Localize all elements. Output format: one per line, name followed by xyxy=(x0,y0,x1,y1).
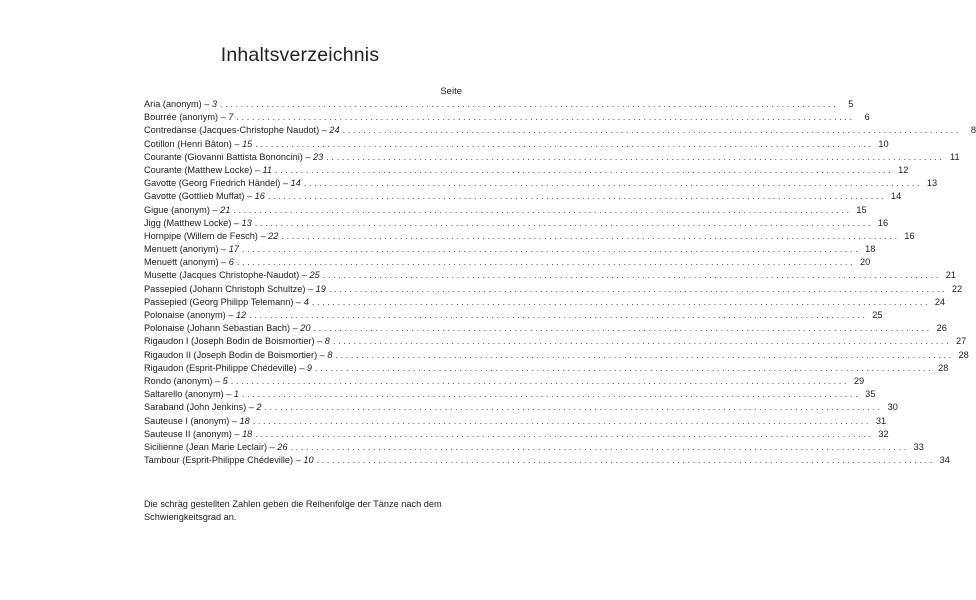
toc-entry-difficulty-number: 26 xyxy=(277,441,288,452)
toc-entry-difficulty-number: 3 xyxy=(211,99,218,109)
toc-entry-separator: – xyxy=(293,455,304,466)
toc-entry-title: Jigg (Matthew Locke) xyxy=(144,217,232,228)
toc-dot-leader: ........................................................................................................................ xyxy=(342,125,961,136)
toc-entry-label xyxy=(144,218,252,228)
toc-entry-difficulty-number: 4 xyxy=(303,296,309,307)
toc-entry-page: 10 xyxy=(878,138,889,149)
toc-entry xyxy=(144,323,947,336)
toc-entry-title: Saraband (John Jenkins) xyxy=(144,402,247,413)
toc-entry xyxy=(144,375,865,389)
toc-dot-leader: ........................................................................................................................ xyxy=(267,191,887,202)
toc-entry xyxy=(144,204,867,218)
toc-entry-title: Rondo (anonym) xyxy=(144,375,213,386)
toc-entry-difficulty-number: 8 xyxy=(324,336,330,347)
toc-entry-page: 24 xyxy=(934,296,946,307)
toc-entry-difficulty-number: 25 xyxy=(309,270,320,281)
toc-dot-leader: ........................................................................................................................ xyxy=(311,296,931,307)
toc-entry-page: 5 xyxy=(848,99,854,109)
toc-entry xyxy=(144,191,902,204)
toc-entry-label xyxy=(144,363,312,373)
toc-entry-title: Courante (Giovanni Battista Bononcini) xyxy=(144,151,303,162)
toc-entry-difficulty-number: 18 xyxy=(239,415,250,426)
toc-entry-separator: – xyxy=(218,257,229,268)
toc-entry-separator: – xyxy=(223,389,234,400)
toc-dot-leader: ........................................................................................................................ xyxy=(281,230,900,241)
toc-entry-label xyxy=(144,244,239,254)
toc-entry-label xyxy=(144,139,252,149)
toc-dot-leader: ........................................................................................................................ xyxy=(303,178,923,189)
toc-entry xyxy=(144,112,870,125)
toc-entry-separator: – xyxy=(218,244,229,255)
toc-dot-leader: ........................................................................................................................ xyxy=(264,402,883,413)
toc-entry-page: 28 xyxy=(938,362,949,373)
toc-entry-separator: – xyxy=(293,296,304,307)
toc-entry-label xyxy=(144,257,234,267)
toc-entry-title: Polonaise (Johann Sebastian Bach) xyxy=(144,323,291,334)
toc-entry xyxy=(144,217,889,231)
toc-entry-difficulty-number: 18 xyxy=(242,428,253,439)
toc-entry-difficulty-number: 5 xyxy=(222,375,228,386)
toc-entry-title: Sauteuse I (anonym) xyxy=(144,415,230,426)
toc-dot-leader: ........................................................................................................................ xyxy=(236,257,856,268)
toc-entry xyxy=(144,296,946,310)
toc-entry-label xyxy=(144,376,228,386)
toc-entry xyxy=(144,138,889,152)
toc-dot-leader: ........................................................................................................................ xyxy=(322,270,942,281)
toc-entry-title: Courante (Matthew Locke) xyxy=(144,164,253,175)
toc-entry-title: Hornpipe (Willem de Fesch) xyxy=(144,230,258,241)
toc-entry-difficulty-number: 20 xyxy=(300,323,311,334)
toc-entry xyxy=(144,257,871,270)
toc-entry-separator: – xyxy=(246,402,257,413)
toc-entry-difficulty-number: 2 xyxy=(256,402,262,413)
toc-entry-page: 25 xyxy=(872,310,883,320)
toc-entry-page: 16 xyxy=(877,217,889,228)
toc-dot-leader: ........................................................................................................................ xyxy=(315,362,934,373)
toc-dot-leader: ........................................................................................................................ xyxy=(328,283,948,294)
toc-dot-leader: ........................................................................................................................ xyxy=(249,310,868,320)
toc-entry xyxy=(144,270,957,283)
footnote: Die schräg gestellten Zahlen geben die Reihenfolge der Tänze nach dem Schwierigkeitsgrad an. xyxy=(144,499,442,522)
toc-entry-title: Sicilienne (Jean Marie Leclair) xyxy=(144,441,268,452)
toc-entry-page: 27 xyxy=(956,336,967,347)
toc-entry-page: 28 xyxy=(958,349,969,360)
toc-entry-title: Cotillon (Henri Bâton) xyxy=(144,138,232,149)
toc-entry-page: 16 xyxy=(904,230,915,241)
toc-entry-label xyxy=(144,178,301,188)
toc-entry-title: Rigaudon (Esprit-Philippe Chédeville) xyxy=(144,362,297,373)
toc-entry-page: 35 xyxy=(865,389,876,400)
toc-entry xyxy=(144,244,876,257)
toc-entry-label xyxy=(144,310,246,320)
toc-entry-separator: – xyxy=(209,204,221,215)
toc-entry xyxy=(144,455,950,468)
toc-entry xyxy=(144,349,969,363)
toc-entry-separator: – xyxy=(225,310,236,320)
toc-entry-title: Gavotte (Gottlieb Muffat) xyxy=(144,191,245,202)
toc-entry-separator: – xyxy=(231,138,243,149)
toc-entry-title: Contredanse (Jacques-Christophe Naudot) xyxy=(144,125,320,136)
toc-entry-difficulty-number: 9 xyxy=(306,362,313,373)
toc-entry-page: 14 xyxy=(890,191,902,202)
toc-entry-title: Passepied (Johann Christoph Schultze) xyxy=(144,283,306,294)
toc-entry-label xyxy=(144,323,311,333)
toc-entry-separator: – xyxy=(229,415,240,426)
toc-list xyxy=(144,99,976,468)
toc-entry xyxy=(144,402,898,415)
toc-entry xyxy=(144,336,967,349)
toc-dot-leader: ........................................................................................................................ xyxy=(332,336,952,347)
toc-entry-page: 18 xyxy=(865,244,876,255)
toc-entry-title: Polonaise (anonym) xyxy=(144,310,226,320)
toc-entry-difficulty-number: 23 xyxy=(313,151,324,162)
toc-entry-page: 11 xyxy=(950,151,960,162)
toc-entry-separator: – xyxy=(280,178,291,189)
toc-dot-leader: ........................................................................................................................ xyxy=(252,415,872,426)
toc-entry-difficulty-number: 7 xyxy=(228,112,234,123)
toc-entry-difficulty-number: 19 xyxy=(315,283,326,294)
toc-dot-leader: ........................................................................................................................ xyxy=(254,217,874,228)
toc-entry-label xyxy=(144,231,278,241)
toc-entry-separator: – xyxy=(231,428,243,439)
toc-entry-difficulty-number: 24 xyxy=(329,125,340,136)
toc-entry-page: 29 xyxy=(853,375,865,386)
toc-entry-title: Sauteuse II (anonym) xyxy=(144,428,232,439)
toc-dot-leader: ........................................................................................................................ xyxy=(242,244,861,255)
toc-dot-leader: ........................................................................................................................ xyxy=(335,349,954,360)
page-column-header: Seite xyxy=(440,86,462,97)
toc-entry-title: Gigue (anonym) xyxy=(144,204,210,215)
toc-entry-separator: – xyxy=(319,125,330,136)
toc-entry-separator: – xyxy=(201,99,212,109)
toc-entry-label xyxy=(144,205,230,215)
toc-entry-separator: – xyxy=(231,217,242,228)
toc-entry-difficulty-number: 15 xyxy=(242,138,253,149)
toc-dot-leader: ........................................................................................................................ xyxy=(326,151,945,162)
toc-entry-title: Musette (Jacques Christophe-Naudot) xyxy=(144,270,300,281)
toc-dot-leader: ........................................................................................................................ xyxy=(316,455,935,466)
toc-entry xyxy=(144,230,915,244)
toc-entry-label xyxy=(144,429,252,439)
toc-entry-separator: – xyxy=(299,270,310,281)
toc-entry xyxy=(144,283,963,297)
toc-entry-separator: – xyxy=(305,283,316,294)
toc-entry-page: 21 xyxy=(945,270,957,281)
toc-entry-difficulty-number: 12 xyxy=(235,310,247,320)
toc-entry xyxy=(144,389,876,402)
toc-entry-difficulty-number: 1 xyxy=(233,389,240,400)
toc-entry-difficulty-number: 10 xyxy=(303,455,314,466)
toc-entry-label xyxy=(144,99,217,109)
toc-entry-label xyxy=(144,442,288,452)
toc-entry-title: Passepied (Georg Philipp Telemann) xyxy=(144,296,294,307)
toc-entry-difficulty-number: 8 xyxy=(327,349,333,360)
toc-entry xyxy=(144,428,889,442)
toc-entry-difficulty-number: 14 xyxy=(290,178,301,189)
toc-entry-difficulty-number: 16 xyxy=(254,191,265,202)
toc-entry-label xyxy=(144,270,320,280)
toc-entry-page: 20 xyxy=(859,257,871,268)
toc-entry xyxy=(144,99,854,112)
toc-dot-leader: ........................................................................................................................ xyxy=(275,164,894,175)
toc-entry xyxy=(144,362,949,376)
toc-entry-title: Bourrée (anonym) xyxy=(144,112,219,123)
toc-entry-title: Saltarello (anonym) xyxy=(144,389,224,400)
toc-dot-leader: ........................................................................................................................ xyxy=(236,112,855,123)
toc-entry-title: Rigaudon II (Joseph Bodin de Boismortier) xyxy=(144,349,318,360)
toc-entry-difficulty-number: 13 xyxy=(241,217,252,228)
toc-dot-leader: ........................................................................................................................ xyxy=(242,389,861,400)
toc-entry-label xyxy=(144,112,233,122)
toc-entry-label xyxy=(144,389,239,399)
toc-entry xyxy=(144,441,924,455)
toc-entry-separator: – xyxy=(296,362,307,373)
toc-entry-page: 8 xyxy=(970,125,976,136)
toc-entry-title: Menuett (anonym) xyxy=(144,257,219,268)
toc-entry xyxy=(144,178,938,191)
toc-entry-separator: – xyxy=(218,112,229,123)
toc-entry-separator: – xyxy=(267,441,278,452)
toc-entry-difficulty-number: 22 xyxy=(268,230,279,241)
toc-entry-separator: – xyxy=(257,230,269,241)
toc-entry-label xyxy=(144,350,332,360)
toc-entry-label xyxy=(144,336,330,346)
toc-entry-separator: – xyxy=(290,323,301,334)
toc-entry-separator: – xyxy=(314,336,325,347)
toc-entry-separator: – xyxy=(244,191,255,202)
toc-entry-difficulty-number: 6 xyxy=(228,257,234,268)
toc-dot-leader: ........................................................................................................................ xyxy=(230,375,850,386)
toc-entry-label xyxy=(144,297,309,307)
toc-entry-page: 34 xyxy=(939,455,950,466)
toc-entry-difficulty-number: 21 xyxy=(220,204,231,215)
toc-entry-separator: – xyxy=(302,151,314,162)
toc-entry xyxy=(144,310,883,323)
toc-entry-label xyxy=(144,416,250,426)
toc-entry-label xyxy=(144,165,272,175)
toc-entry-title: Menuett (anonym) xyxy=(144,244,219,255)
toc-entry-page: 12 xyxy=(898,164,909,175)
toc-entry xyxy=(144,164,909,178)
toc-entry-title: Aria (anonym) xyxy=(144,99,202,109)
toc-dot-leader: ........................................................................................................................ xyxy=(233,204,852,215)
toc-entry xyxy=(144,151,960,165)
toc-dot-leader: ........................................................................................................................ xyxy=(220,99,839,109)
toc-entry-title: Tambour (Esprit-Philippe Chédeville) xyxy=(144,455,294,466)
toc-entry-page: 30 xyxy=(887,402,898,413)
toc-dot-leader: ........................................................................................................................ xyxy=(290,441,909,452)
toc-entry xyxy=(144,415,887,429)
toc-entry-page: 6 xyxy=(864,112,870,123)
toc-entry-label xyxy=(144,284,326,294)
toc-entry-difficulty-number: 11 xyxy=(262,164,273,175)
toc-entry-page: 33 xyxy=(913,441,924,452)
toc-entry-title: Rigaudon I (Joseph Bodin de Boismortier) xyxy=(144,336,315,347)
toc-entry xyxy=(144,125,976,138)
toc-entry-page: 31 xyxy=(875,415,887,426)
toc-entry-difficulty-number: 17 xyxy=(228,244,240,255)
toc-entry-title: Gavotte (Georg Friedrich Händel) xyxy=(144,178,281,189)
page-title: Inhaltsverzeichnis xyxy=(220,44,380,66)
toc-entry-page: 13 xyxy=(926,178,938,189)
toc-entry-label xyxy=(144,402,262,412)
toc-entry-label xyxy=(144,455,314,465)
toc-entry-page: 32 xyxy=(878,428,889,439)
toc-entry-label xyxy=(144,191,265,201)
toc-entry-label xyxy=(144,125,340,135)
toc-dot-leader: ........................................................................................................................ xyxy=(255,138,874,149)
toc-dot-leader: ........................................................................................................................ xyxy=(313,323,932,334)
toc-entry-separator: – xyxy=(252,164,263,175)
toc-entry-separator: – xyxy=(212,375,223,386)
toc-entry-page: 15 xyxy=(856,204,867,215)
toc-entry-separator: – xyxy=(317,349,328,360)
toc-entry-page: 26 xyxy=(936,323,947,334)
toc-entry-page: 22 xyxy=(951,283,963,294)
toc-dot-leader: ........................................................................................................................ xyxy=(255,428,874,439)
toc-entry-label xyxy=(144,152,323,162)
